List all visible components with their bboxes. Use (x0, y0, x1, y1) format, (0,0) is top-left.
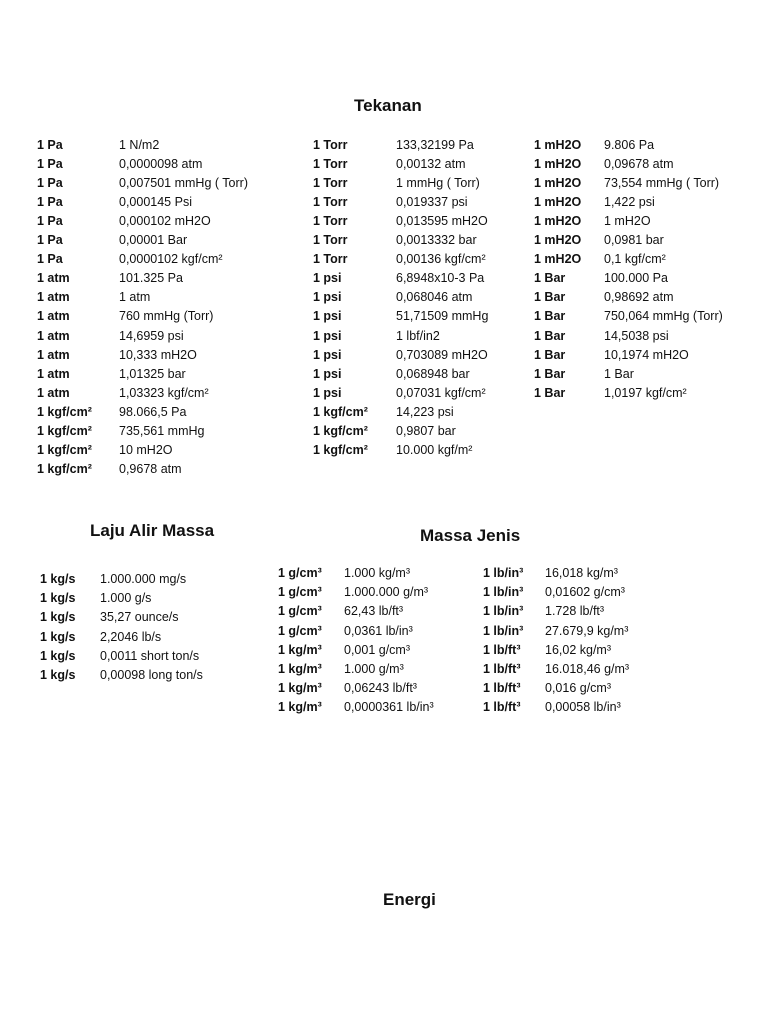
conversion-unit: 1 psi (313, 385, 342, 400)
conversion-unit: 1 Bar (534, 385, 566, 400)
tekanan-heading: Tekanan (354, 96, 422, 115)
conversion-unit: 1 kg/m³ (278, 642, 322, 657)
conversion-value: 27.679,9 kg/m³ (545, 623, 629, 638)
conversion-row (534, 195, 768, 214)
conversion-row (483, 643, 723, 662)
conversion-value: 760 mmHg (Torr) (119, 309, 214, 324)
conversion-value: 9.806 Pa (604, 138, 655, 152)
conversion-value: 98.066,5 Pa (119, 404, 187, 419)
conversion-value: 10.000 kgf/m² (396, 442, 473, 457)
conversion-unit: 1 kg/m³ (278, 681, 322, 696)
conversion-value: 735,561 mmHg (119, 423, 205, 438)
conversion-row (37, 386, 277, 405)
conversion-unit: 1 kg/s (40, 668, 76, 682)
conversion-unit: 1 lb/in³ (483, 566, 524, 580)
conversion-row (313, 290, 553, 309)
conversion-value: 1.728 lb/ft³ (545, 604, 605, 619)
conversion-row (37, 462, 277, 481)
conversion-unit: 1 psi (313, 309, 342, 324)
conversion-unit: 1 kgf/cm² (37, 461, 92, 476)
conversion-value: 0,000145 Psi (119, 195, 192, 210)
conversion-value: 1.000 kg/m³ (344, 566, 411, 580)
conversion-value: 1 Bar (604, 366, 634, 381)
conversion-row (534, 214, 768, 233)
conversion-value: 1 atm (119, 290, 151, 305)
conversion-unit: 1 atm (37, 309, 70, 324)
conversion-unit: 1 Pa (37, 138, 63, 152)
conversion-unit: 1 Torr (313, 176, 348, 191)
conversion-row (40, 572, 280, 591)
conversion-value: 1,03323 kgf/cm² (119, 385, 209, 400)
conversion-value: 2,2046 lb/s (100, 629, 162, 644)
conversion-value: 73,554 mmHg ( Torr) (604, 176, 720, 191)
conversion-value: 51,71509 mmHg (396, 309, 489, 324)
conversion-row (40, 649, 280, 668)
conversion-value: 1 lbf/in2 (396, 328, 440, 343)
conversion-row (534, 233, 768, 252)
conversion-unit: 1 kg/s (40, 591, 76, 606)
conversion-unit: 1 mH2O (534, 176, 582, 191)
conversion-unit: 1 mH2O (534, 138, 582, 152)
conversion-unit: 1 atm (37, 385, 70, 400)
conversion-value: 1 mmHg ( Torr) (396, 176, 480, 191)
conversion-row (313, 405, 553, 424)
conversion-unit: 1 Torr (313, 252, 348, 267)
conversion-row (483, 681, 723, 700)
conversion-value: 10,333 mH2O (119, 347, 197, 362)
conversion-unit: 1 lb/ft³ (483, 681, 521, 696)
conversion-row (483, 604, 723, 623)
conversion-row (313, 195, 553, 214)
conversion-unit: 1 kgf/cm² (37, 442, 92, 457)
conversion-row (483, 566, 723, 585)
conversion-row (534, 329, 768, 348)
conversion-row (313, 233, 553, 252)
conversion-value: 101.325 Pa (119, 271, 183, 286)
conversion-unit: 1 Bar (534, 271, 566, 286)
conversion-value: 0,98692 atm (604, 290, 674, 305)
conversion-value: 750,064 mmHg (Torr) (604, 309, 723, 324)
conversion-unit: 1 kgf/cm² (37, 404, 92, 419)
conversion-unit: 1 atm (37, 366, 70, 381)
conversion-row (40, 668, 280, 687)
conversion-value: 0,0000098 atm (119, 157, 203, 172)
conversion-unit: 1 Pa (37, 195, 63, 210)
conversion-unit: 1 mH2O (534, 233, 582, 248)
conversion-row (313, 329, 553, 348)
conversion-row (534, 157, 768, 176)
conversion-value: 14,223 psi (396, 404, 454, 419)
conversion-row (534, 348, 768, 367)
conversion-unit: 1 Pa (37, 157, 63, 172)
conversion-value: 1.000.000 mg/s (100, 572, 187, 586)
conversion-value: 1,0197 kgf/cm² (604, 385, 687, 400)
conversion-value: 0,068046 atm (396, 290, 473, 305)
conversion-row (40, 591, 280, 610)
conversion-value: 0,013595 mH2O (396, 214, 488, 229)
conversion-value: 62,43 lb/ft³ (344, 604, 404, 619)
conversion-row (534, 386, 768, 405)
conversion-row (278, 662, 518, 681)
conversion-value: 1 mH2O (604, 214, 651, 229)
conversion-value: 35,27 ounce/s (100, 610, 179, 625)
conversion-row (278, 643, 518, 662)
conversion-row (37, 367, 277, 386)
conversion-row (37, 233, 277, 252)
conversion-row (278, 604, 518, 623)
conversion-unit: 1 mH2O (534, 214, 582, 229)
conversion-unit: 1 Torr (313, 195, 348, 210)
conversion-value: 0,007501 mmHg ( Torr) (119, 176, 248, 191)
conversion-unit: 1 kg/s (40, 648, 76, 663)
conversion-value: 0,06243 lb/ft³ (344, 681, 417, 696)
conversion-unit: 1 psi (313, 328, 342, 343)
conversion-unit: 1 Bar (534, 309, 566, 324)
conversion-value: 16,018 kg/m³ (545, 566, 618, 580)
massa-jenis-heading: Massa Jenis (420, 526, 521, 545)
conversion-unit: 1 mH2O (534, 157, 582, 172)
conversion-value: 100.000 Pa (604, 271, 668, 286)
conversion-unit: 1 psi (313, 290, 342, 305)
conversion-value: 6,8948x10-3 Pa (396, 271, 485, 286)
conversion-unit: 1 psi (313, 366, 342, 381)
conversion-row (37, 157, 277, 176)
conversion-unit: 1 kgf/cm² (37, 423, 92, 438)
conversion-unit: 1 g/cm³ (278, 604, 322, 619)
conversion-unit: 1 kg/s (40, 610, 76, 625)
conversion-value: 0,0981 bar (604, 233, 664, 248)
conversion-unit: 1 mH2O (534, 252, 582, 267)
conversion-row (313, 386, 553, 405)
conversion-row (534, 176, 768, 195)
conversion-unit: 1 atm (37, 271, 70, 286)
conversion-row (483, 585, 723, 604)
conversion-unit: 1 kgf/cm² (313, 404, 368, 419)
conversion-unit: 1 kgf/cm² (313, 442, 368, 457)
conversion-value: 16,02 kg/m³ (545, 642, 612, 657)
conversion-value: 1.000.000 g/m³ (344, 585, 429, 600)
conversion-row (37, 252, 277, 271)
conversion-unit: 1 kg/m³ (278, 662, 322, 676)
conversion-value: 133,32199 Pa (396, 138, 474, 152)
conversion-unit: 1 psi (313, 271, 342, 286)
conversion-value: 1,01325 bar (119, 366, 186, 381)
conversion-row (40, 610, 280, 629)
conversion-value: 1.000 g/s (100, 591, 152, 606)
conversion-row (37, 138, 277, 157)
conversion-value: 0,00058 lb/in³ (545, 700, 621, 715)
conversion-unit: 1 Pa (37, 252, 63, 267)
conversion-row (37, 309, 277, 328)
conversion-row (534, 367, 768, 386)
conversion-unit: 1 kgf/cm² (313, 423, 368, 438)
conversion-unit: 1 lb/in³ (483, 623, 524, 638)
conversion-row (37, 443, 277, 462)
conversion-unit: 1 Bar (534, 290, 566, 305)
conversion-row (313, 271, 553, 290)
conversion-unit: 1 atm (37, 347, 70, 362)
conversion-row (37, 290, 277, 309)
conversion-value: 0,9807 bar (396, 423, 456, 438)
conversion-row (313, 252, 553, 271)
conversion-unit: 1 Bar (534, 328, 566, 343)
conversion-row (37, 348, 277, 367)
conversion-row (313, 424, 553, 443)
conversion-value: 0,0000361 lb/in³ (344, 700, 434, 715)
conversion-unit: 1 Torr (313, 138, 348, 152)
conversion-row (534, 290, 768, 309)
conversion-unit: 1 Torr (313, 157, 348, 172)
conversion-value: 0,9678 atm (119, 461, 182, 476)
conversion-row (534, 138, 768, 157)
conversion-unit: 1 kg/s (40, 572, 76, 586)
conversion-row (37, 271, 277, 290)
conversion-row (534, 309, 768, 328)
conversion-value: 0,01602 g/cm³ (545, 585, 625, 600)
conversion-value: 0,00136 kgf/cm² (396, 252, 486, 267)
conversion-row (278, 585, 518, 604)
conversion-value: 0,019337 psi (396, 195, 468, 210)
conversion-unit: 1 kg/s (40, 629, 76, 644)
conversion-value: 10 mH2O (119, 442, 173, 457)
conversion-value: 0,00132 atm (396, 157, 466, 172)
conversion-row (278, 566, 518, 585)
conversion-value: 0,0361 lb/in³ (344, 623, 413, 638)
conversion-row (313, 309, 553, 328)
conversion-row (483, 624, 723, 643)
conversion-row (278, 700, 518, 719)
conversion-unit: 1 kg/m³ (278, 700, 322, 715)
conversion-row (313, 138, 553, 157)
laju-alir-massa-heading: Laju Alir Massa (90, 521, 215, 540)
conversion-row (313, 214, 553, 233)
conversion-value: 0,001 g/cm³ (344, 642, 411, 657)
conversion-value: 14,5038 psi (604, 328, 669, 343)
conversion-unit: 1 lb/ft³ (483, 662, 521, 676)
conversion-row (313, 176, 553, 195)
conversion-unit: 1 lb/in³ (483, 585, 524, 600)
conversion-unit: 1 Torr (313, 233, 348, 248)
conversion-unit: 1 g/cm³ (278, 623, 322, 638)
conversion-unit: 1 atm (37, 328, 70, 343)
conversion-row (37, 329, 277, 348)
conversion-value: 0,1 kgf/cm² (604, 252, 666, 267)
conversion-row (37, 176, 277, 195)
conversion-unit: 1 atm (37, 290, 70, 305)
conversion-row (37, 195, 277, 214)
conversion-value: 0,068948 bar (396, 366, 470, 381)
conversion-row (40, 630, 280, 649)
conversion-value: 0,000102 mH2O (119, 214, 211, 229)
conversion-row (313, 348, 553, 367)
conversion-row (37, 424, 277, 443)
conversion-unit: 1 lb/ft³ (483, 700, 521, 715)
conversion-value: 0,0000102 kgf/cm² (119, 252, 223, 267)
conversion-unit: 1 Pa (37, 214, 63, 229)
conversion-unit: 1 Pa (37, 233, 63, 248)
conversion-value: 0,09678 atm (604, 157, 674, 172)
conversion-unit: 1 Torr (313, 214, 348, 229)
conversion-value: 0,703089 mH2O (396, 347, 488, 362)
conversion-unit: 1 g/cm³ (278, 585, 322, 600)
conversion-value: 14,6959 psi (119, 328, 184, 343)
conversion-unit: 1 lb/ft³ (483, 642, 521, 657)
conversion-unit: 1 g/cm³ (278, 566, 322, 580)
energi-heading: Energi (383, 890, 436, 909)
conversion-value: 0,00001 Bar (119, 233, 188, 248)
conversion-unit: 1 Pa (37, 176, 63, 191)
conversion-row (483, 700, 723, 719)
conversion-value: 10,1974 mH2O (604, 347, 689, 362)
conversion-unit: 1 psi (313, 347, 342, 362)
conversion-value: 1 N/m2 (119, 138, 160, 152)
conversion-unit: 1 Bar (534, 347, 566, 362)
conversion-value: 0,00098 long ton/s (100, 668, 203, 682)
conversion-unit: 1 lb/in³ (483, 604, 524, 619)
conversion-value: 0,07031 kgf/cm² (396, 385, 486, 400)
conversion-row (313, 157, 553, 176)
conversion-value: 1.000 g/m³ (344, 662, 404, 676)
conversion-value: 1,422 psi (604, 195, 655, 210)
conversion-row (278, 681, 518, 700)
conversion-row (37, 405, 277, 424)
conversion-row (313, 443, 553, 462)
conversion-value: 0,0013332 bar (396, 233, 477, 248)
conversion-unit: 1 mH2O (534, 195, 582, 210)
conversion-value: 0,016 g/cm³ (545, 681, 612, 696)
conversion-value: 16.018,46 g/m³ (545, 662, 630, 676)
conversion-unit: 1 Bar (534, 366, 566, 381)
conversion-row (37, 214, 277, 233)
conversion-value: 0,0011 short ton/s (100, 648, 200, 663)
conversion-row (313, 367, 553, 386)
conversion-row (534, 252, 768, 271)
conversion-row (534, 271, 768, 290)
conversion-row (483, 662, 723, 681)
conversion-row (278, 624, 518, 643)
